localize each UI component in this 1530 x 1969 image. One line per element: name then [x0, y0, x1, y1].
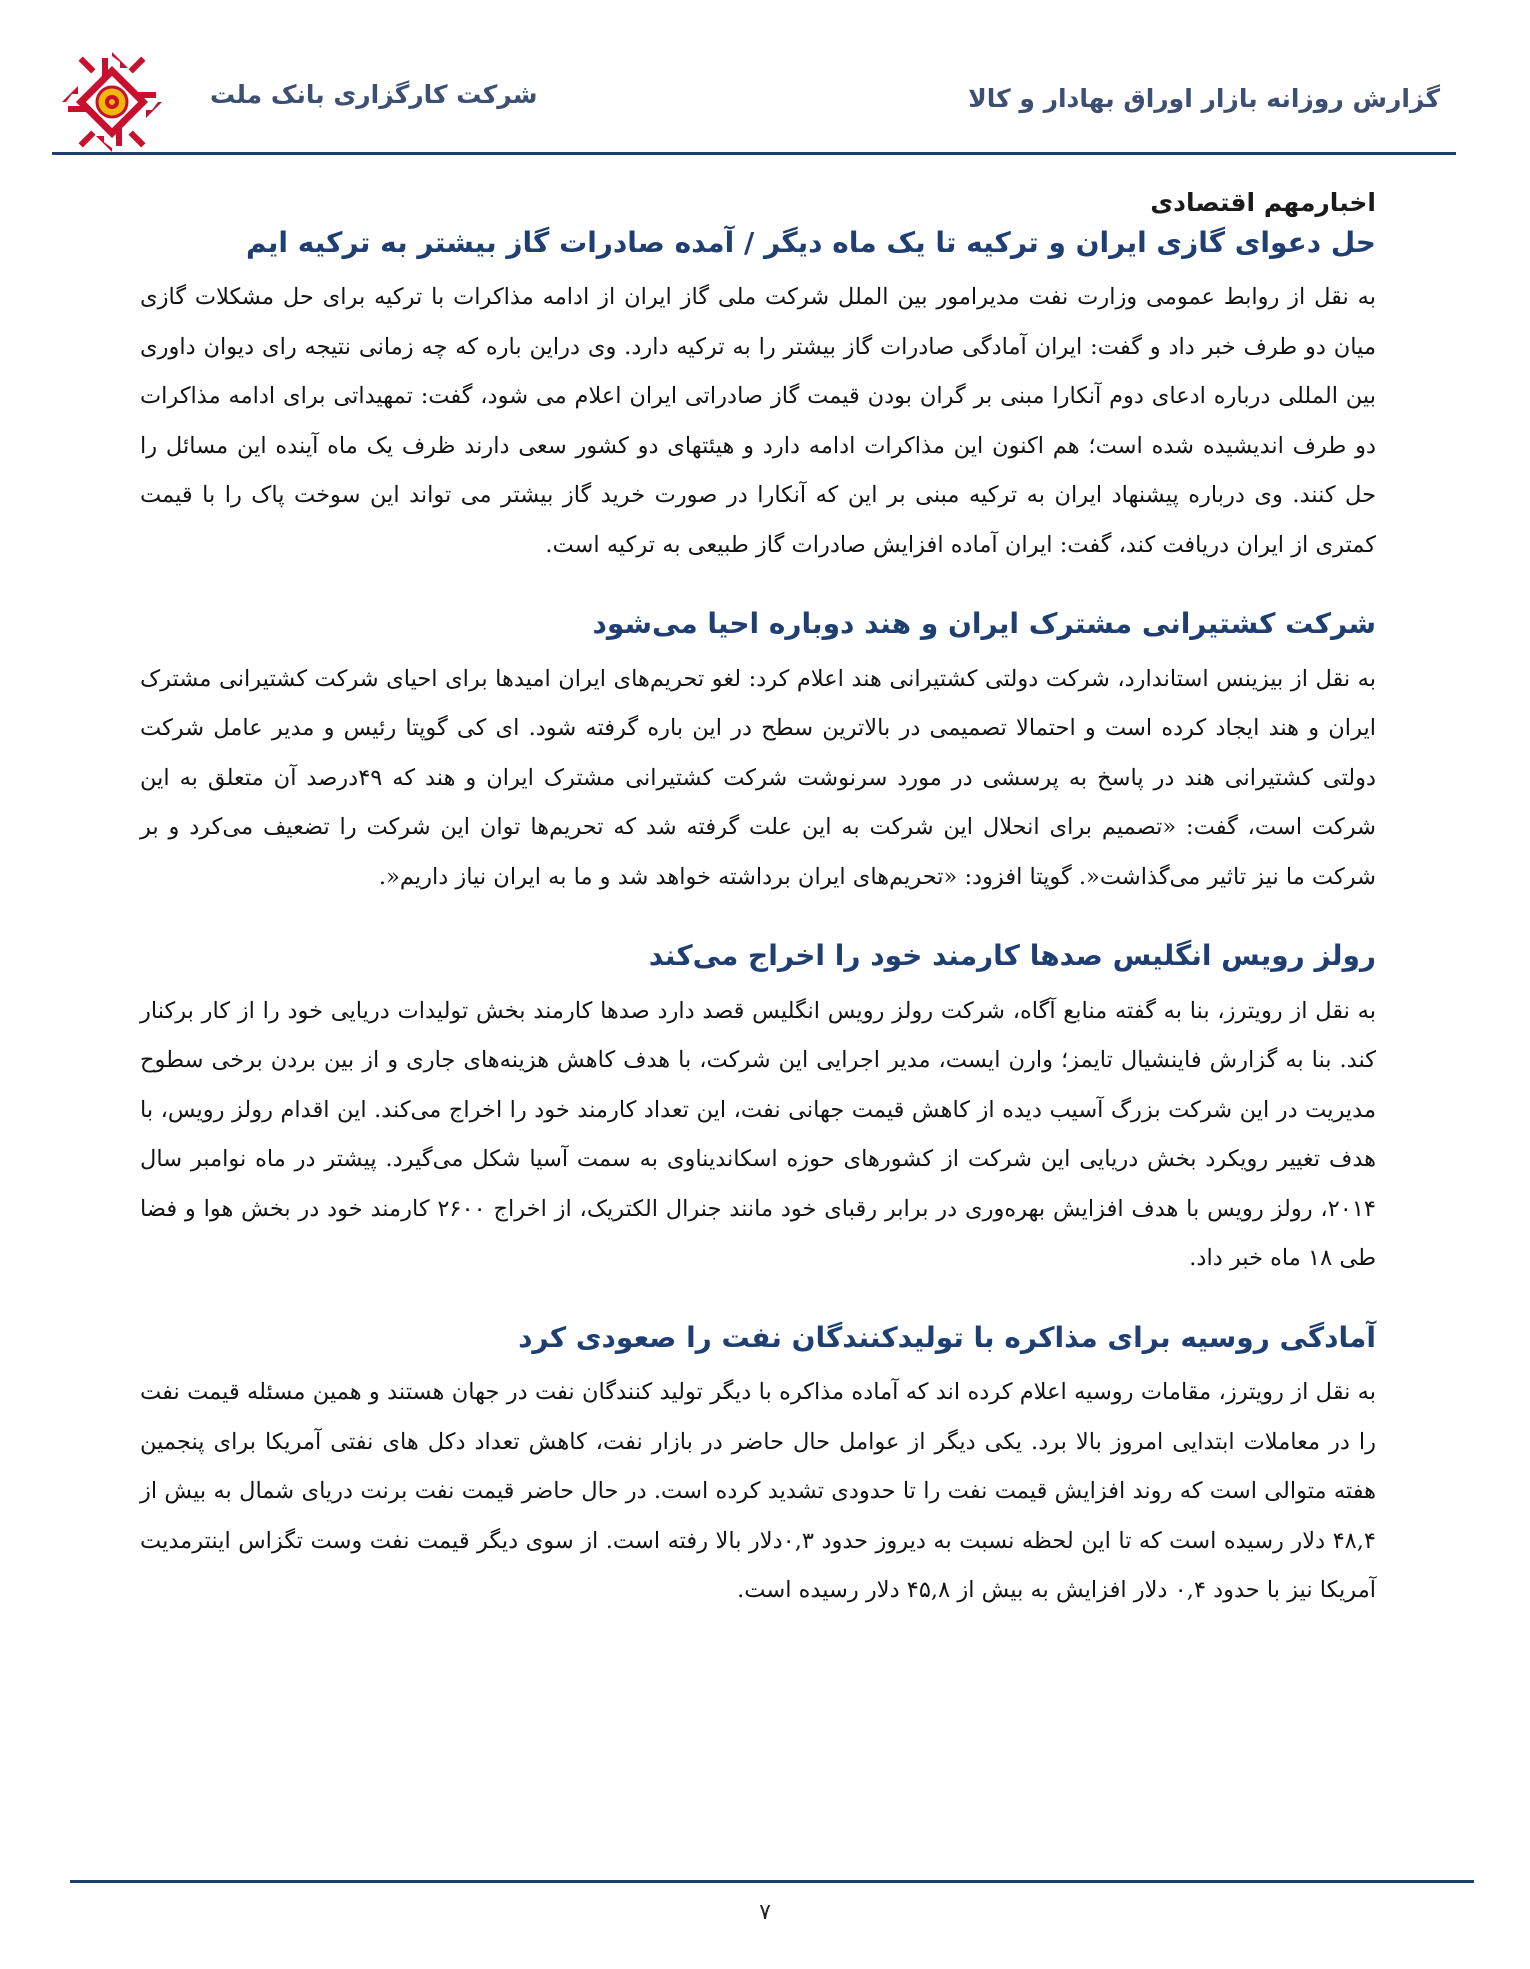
article-body: به نقل از رویترز، بنا به گفته منابع آگاه، شرکت رولز رویس انگلیس قصد دارد صدها کارمند بخش تولیدات دریایی خود را از کار برکنار کند. بنا به گزارش فاینشیال تایمز؛ وارن ایست، مدیر اجرایی این شرکت، با هدف کاهش هزینه‌های جاری و از بین بردن برخی سطوح مدیریت در این شرکت بزرگ آسیب دیده از کاهش قیمت جهانی نفت، این تعداد کارمند خود را اخراج می‌کند. این اقدام رولز رویس، با هدف تغییر رویکرد بخش دریایی این شرکت از کشورهای حوزه اسکاندیناوی به سمت آسیا شکل می‌گیرد. پیشتر در ماه نوامبر سال ۲۰۱۴، رولز رویس با هدف افزایش بهره‌وری در برابر رقبای خود مانند جنرال الکتریک، از اخراج ۲۶۰۰ کارمند خود در بخش هوا و فضا طی ۱۸ ماه خبر داد.: [140, 997, 1376, 1272]
section-label: اخبارمهم اقتصادی: [1150, 188, 1376, 217]
bank-mellat-logo-icon: [58, 48, 166, 156]
footer-divider: [70, 1880, 1474, 1883]
article-title: آمادگی روسیه برای مذاکره با تولیدکنندگان نفت را صعودی کرد: [518, 1320, 1376, 1354]
article: [140, 938, 1376, 1283]
article-body: به نقل از روابط عمومی وزارت نفت مدیرامور بین الملل شرکت ملی گاز ایران از ادامه مذاکرات با ترکیه برای حل مشکلات گازی میان دو طرف خبر داد و گفت: ایران آمادگی صادرات گاز بیشتر را به ترکیه دارد. وی دراین باره که چه زمانی نتیجه رای دیوان داوری بین المللی درباره ادعای دوم آنکارا مبنی بر گران بودن قیمت گاز صادراتی ایران اعلام می شود، گفت: تمهیداتی برای ادامه مذاکرات دو طرف اندیشیده شده است؛ هم اکنون این مذاکرات ادامه دارد و هیئتهای دو کشور سعی دارند ظرف یک ماه آینده این مسائل را حل کنند. وی درباره پیشنهاد ایران به ترکیه مبنی بر این که آنکارا در صورت خرید گاز بیشتر می تواند این سوخت پاک را با قیمت کمتری از ایران دریافت کند، گفت: ایران آماده افزایش صادرات گاز طبیعی به ترکیه است.: [140, 284, 1376, 558]
article-title: رولز رویس انگلیس صدها کارمند خود را اخراج می‌کند: [648, 939, 1376, 973]
page-header: [0, 0, 1530, 156]
article-title: شرکت کشتیرانی مشترک ایران و هند دوباره احیا می‌شود: [592, 607, 1376, 641]
report-title: گزارش روزانه بازار اوراق بهادار و کالا: [968, 84, 1440, 113]
main-content: [140, 180, 1376, 1616]
page-number: ۷: [759, 1900, 771, 1925]
article-title: حل دعوای گازی ایران و ترکیه تا یک ماه دیگر / آمده صادرات گاز بیشتر به ترکیه ایم: [245, 226, 1376, 259]
article: [140, 225, 1376, 570]
article-body: به نقل از رویترز، مقامات روسیه اعلام کرده اند که آماده مذاکره با دیگر تولید کنندگان نفت در جهان هستند و همین مسئله قیمت نفت را در معاملات ابتدایی امروز بالا برد. یکی دیگر از عوامل حال حاضر در بازار نفت، کاهش تعداد دکل های نفتی آمریکا برای پنجمین هفته متوالی است که روند افزایش قیمت نفت را تا حدودی تشدید کرده است. در حال حاضر قیمت نفت برنت دریای شمال به بیش از ۴۸,۴ دلار رسیده است که تا این لحظه نسبت به دیروز حدود ۰,۳دلار بالا رفته است. از سوی دیگر قیمت نفت وست تگزاس اینترمدیت آمریکا نیز با حدود ۰,۴ دلار افزایش به بیش از ۴۵,۸ دلار رسیده است.: [140, 1379, 1376, 1604]
article: [140, 1320, 1376, 1616]
header-divider: [52, 152, 1456, 155]
article-body: به نقل از بیزینس استاندارد، شرکت دولتی کشتیرانی هند اعلام کرد: لغو تحریم‌های ایران امیدها برای احیای شرکت کشتیرانی مشترک ایران و هند ایجاد کرده است و احتمالا تصمیمی در بالاترین سطح در این باره گرفته شود. ای کی گوپتا رئیس و مدیر عامل شرکت دولتی کشتیرانی هند در پاسخ به پرسشی در مورد سرنوشت شرکت کشتیرانی مشترک ایران و هند که ۴۹درصد آن متعلق به این شرکت است، گفت: «تصمیم برای انحلال این شرکت به این علت گرفته شد که تحریم‌ها توان این شرکت را تضعیف می‌کرد و بر شرکت ما نیز تاثیر می‌گذاشت«. گوپتا افزود: «تحریم‌های ایران برداشته خواهد شد و ما به ایران نیاز داریم«.: [140, 665, 1377, 890]
company-name: شرکت کارگزاری بانک ملت: [210, 80, 538, 109]
article: [140, 606, 1376, 902]
